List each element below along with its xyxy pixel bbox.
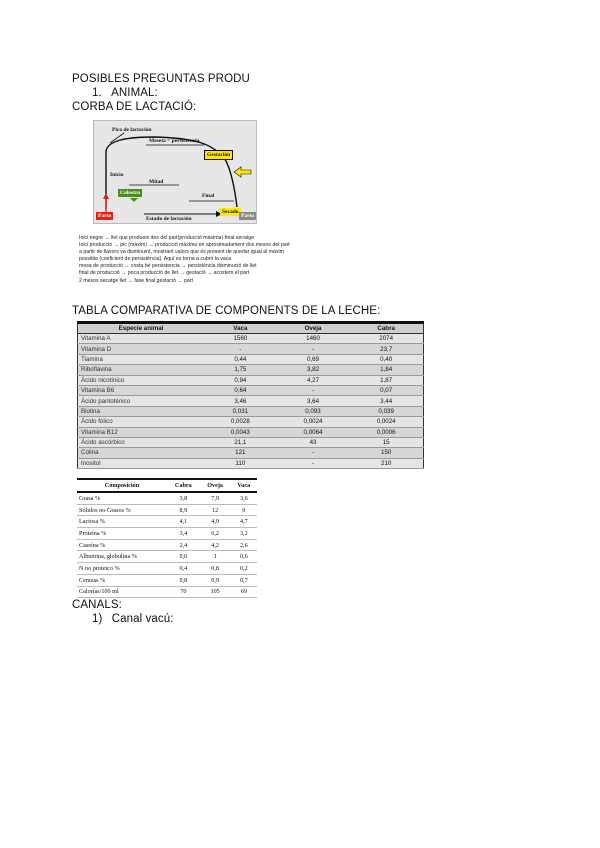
table-cell-name: Proteína % xyxy=(77,528,167,540)
label-parto-right: Parto xyxy=(241,213,255,219)
calostro-arrow-icon xyxy=(130,198,138,202)
table-cell-value: 105 xyxy=(200,586,231,598)
note-line: Inici negre → llet que produeix des del part(producció màxima)-final secatge xyxy=(79,235,255,241)
label-estado: Estado de lactación xyxy=(146,216,192,222)
table-cell-value: 0,6 xyxy=(167,551,200,563)
table-cell-value: 0,8 xyxy=(200,563,231,575)
lactation-curve xyxy=(106,137,237,209)
table-cell-value: 4,1 xyxy=(167,516,200,528)
table-row xyxy=(78,458,424,468)
table-row xyxy=(78,385,424,395)
list-number: 1) xyxy=(92,613,103,625)
table-cell-value: 4,7 xyxy=(231,516,257,528)
label-inicio: Inicio xyxy=(110,172,124,178)
table-cell-name: Vitamina B12 xyxy=(78,427,205,437)
table-cell-value: 0,031 xyxy=(204,406,277,416)
vitamins-table-body xyxy=(78,334,424,469)
table-cell-value: 0,0024 xyxy=(349,417,423,427)
table-cell-value: 4,9 xyxy=(200,516,231,528)
table-cell-value: 3,8 xyxy=(167,492,200,504)
table-cell-name: Vitamina D xyxy=(78,344,205,354)
table-cell-value: 70 xyxy=(167,586,200,598)
table-row xyxy=(78,406,424,416)
table-cell-value: 0,69 xyxy=(277,354,350,364)
table-cell-value: 2,4 xyxy=(167,539,200,551)
table-header: Vaca xyxy=(231,479,257,492)
table-cell-value: 9 xyxy=(231,504,257,516)
lactation-curve-figure xyxy=(93,120,257,224)
table-cell-value: 2,6 xyxy=(231,539,257,551)
table-row xyxy=(78,448,424,458)
table-cell-value: 23,7 xyxy=(349,344,423,354)
table-header: Oveja xyxy=(277,323,350,334)
table-cell-value: 3,4 xyxy=(167,528,200,540)
table-cell-value: 3,2 xyxy=(231,528,257,540)
note-line: 2 mesos secatge llet → fase final gestació → part xyxy=(79,277,193,284)
table-cell-value: 150 xyxy=(349,448,423,458)
table-header: Especie animal xyxy=(78,323,205,334)
table-cell-name: Cenizas % xyxy=(77,574,167,586)
table-cell-name: Vitamina A xyxy=(78,334,205,344)
table-cell-value: 3,82 xyxy=(277,365,350,375)
list-text: Canal vacú: xyxy=(111,613,174,625)
table-cell-value: 0,64 xyxy=(204,385,277,395)
table-row xyxy=(78,334,424,344)
section-lactation-heading: CORBA DE LACTACIÓ: xyxy=(72,101,197,113)
table-row xyxy=(77,528,257,540)
table-cell-value: 0,44 xyxy=(204,354,277,364)
section-table-heading: TABLA COMPARATIVA DE COMPONENTS DE LA LECHE: xyxy=(72,305,381,317)
label-final: Final xyxy=(202,193,215,199)
table-row xyxy=(77,586,257,598)
table-cell-name: Ácido ascórbico xyxy=(78,437,205,447)
yellow-arrow-icon xyxy=(234,167,251,177)
table-row xyxy=(77,492,257,504)
table-cell-value: 0,40 xyxy=(349,354,423,364)
table-row xyxy=(77,563,257,575)
table-cell-value: - xyxy=(277,448,350,458)
table-row xyxy=(77,539,257,551)
list-item-canal xyxy=(92,613,174,625)
label-pico: Pico de lactación xyxy=(112,127,152,133)
table-cell-value: 3,6 xyxy=(231,492,257,504)
table-cell-name: N no proteico % xyxy=(77,563,167,575)
table-cell-name: Ácido fólico xyxy=(78,417,205,427)
table-cell-value: 7,9 xyxy=(200,492,231,504)
table-cell-value: 43 xyxy=(277,437,350,447)
table-cell-value: 21,1 xyxy=(204,437,277,447)
section-canals-heading: CANALS: xyxy=(72,599,122,611)
table-cell-value: 0,9 xyxy=(200,574,231,586)
table-cell-value: - xyxy=(277,344,350,354)
table-header-row xyxy=(77,479,257,492)
table-cell-value: 121 xyxy=(204,448,277,458)
list-item-animal xyxy=(92,87,158,99)
parto-arrowhead xyxy=(103,193,109,199)
table-row xyxy=(78,344,424,354)
label-gestacion: Gestación xyxy=(204,150,233,160)
table-cell-value: 3,46 xyxy=(204,396,277,406)
table-header: Vaca xyxy=(204,323,277,334)
table-cell-value: 12 xyxy=(200,504,231,516)
table-header: Cabra xyxy=(167,479,200,492)
list-text: ANIMAL: xyxy=(111,87,158,99)
table-row xyxy=(77,551,257,563)
table-cell-name: Riboflavina xyxy=(78,365,205,375)
page-title: POSIBLES PREGUNTAS PRODU xyxy=(72,73,250,85)
vitamins-table xyxy=(77,321,424,469)
table-row xyxy=(77,504,257,516)
table-header-row xyxy=(78,323,424,334)
table-row xyxy=(78,437,424,447)
lactation-notes xyxy=(79,235,379,285)
table-cell-value: 15 xyxy=(349,437,423,447)
table-row xyxy=(77,574,257,586)
table-cell-value: 3,44 xyxy=(349,396,423,406)
table-cell-value: 0,6 xyxy=(231,551,257,563)
table-cell-value: 0,2 xyxy=(231,563,257,575)
table-row xyxy=(78,427,424,437)
table-cell-value: 1,84 xyxy=(349,365,423,375)
note-line: Inici producció → pic (màxim) → producció màxima en aproximadament dos mesos del part xyxy=(79,242,290,249)
list-number: 1. xyxy=(92,87,102,99)
table-cell-name: Inositol xyxy=(78,458,205,468)
table-cell-value: - xyxy=(277,385,350,395)
table-cell-name: Colina xyxy=(78,448,205,458)
table-cell-value: 0,0028 xyxy=(204,417,277,427)
table-cell-value: 0,0043 xyxy=(204,427,277,437)
label-calostro: Calostro xyxy=(120,190,141,196)
table-row xyxy=(78,354,424,364)
table-header: Oveja xyxy=(200,479,231,492)
label-mitad: Mitad xyxy=(149,179,164,185)
table-cell-value: - xyxy=(277,458,350,468)
table-row xyxy=(78,375,424,385)
table-cell-name: Vitamina B6 xyxy=(78,385,205,395)
table-cell-name: Calorías/100 ml xyxy=(77,586,167,598)
composition-table xyxy=(77,478,257,598)
table-cell-value: 4,2 xyxy=(200,539,231,551)
table-cell-value: 3,64 xyxy=(277,396,350,406)
table-cell-value: 0,4 xyxy=(167,563,200,575)
table-cell-value: 1460 xyxy=(277,334,350,344)
table-cell-name: Tiamina xyxy=(78,354,205,364)
table-cell-name: Albumina, globulina % xyxy=(77,551,167,563)
table-row xyxy=(78,365,424,375)
table-cell-name: Ácido nicotínico xyxy=(78,375,205,385)
table-cell-value: 1,87 xyxy=(349,375,423,385)
table-cell-value: 210 xyxy=(349,458,423,468)
table-cell-value: 0,07 xyxy=(349,385,423,395)
table-cell-name: Caseína % xyxy=(77,539,167,551)
table-cell-name: Biotina xyxy=(78,406,205,416)
table-cell-value: 1 xyxy=(200,551,231,563)
table-cell-value: 0,8 xyxy=(167,574,200,586)
table-cell-value: 69 xyxy=(231,586,257,598)
table-cell-value: 0,0024 xyxy=(277,417,350,427)
note-line: a partir de llavors va disminuint, mostrant valors que és present de quedar igual al màxim xyxy=(79,249,285,256)
table-header: Composición xyxy=(77,479,167,492)
note-line: possible (coeficient de persistència). Aquí es torna a cubrir la vaca xyxy=(79,256,232,263)
table-cell-value: 0,0064 xyxy=(277,427,350,437)
table-cell-value: 110 xyxy=(204,458,277,468)
table-cell-value: 2074 xyxy=(349,334,423,344)
table-row xyxy=(78,417,424,427)
table-cell-name: Ácido pantoténico xyxy=(78,396,205,406)
label-parto-left: Parto xyxy=(98,213,112,219)
composition-table-body xyxy=(77,492,257,598)
table-cell-value: - xyxy=(204,344,277,354)
note-line: mesa de producció → costa bé persistencia → persistència disminució de llet xyxy=(79,263,257,270)
table-cell-value: 0,039 xyxy=(349,406,423,416)
table-cell-name: Lactosa % xyxy=(77,516,167,528)
table-cell-name: Grasa % xyxy=(77,492,167,504)
label-secado: Secado xyxy=(222,209,239,215)
table-cell-value: 6,2 xyxy=(200,528,231,540)
table-cell-value: 0,94 xyxy=(204,375,277,385)
table-row xyxy=(78,396,424,406)
table-cell-value: 1,75 xyxy=(204,365,277,375)
table-row xyxy=(77,516,257,528)
table-cell-value: 8,9 xyxy=(167,504,200,516)
table-cell-value: 0,7 xyxy=(231,574,257,586)
table-cell-value: 0,093 xyxy=(277,406,350,416)
label-meseta: Meseta = persistencia xyxy=(149,138,200,144)
table-cell-name: Sólidos no Grasos % xyxy=(77,504,167,516)
table-header: Cabra xyxy=(349,323,423,334)
table-cell-value: 4,27 xyxy=(277,375,350,385)
note-line: final de producció → poca producció de llet → gestació → acostem el part xyxy=(79,270,250,277)
table-cell-value: 0,0006 xyxy=(349,427,423,437)
table-cell-value: 1560 xyxy=(204,334,277,344)
